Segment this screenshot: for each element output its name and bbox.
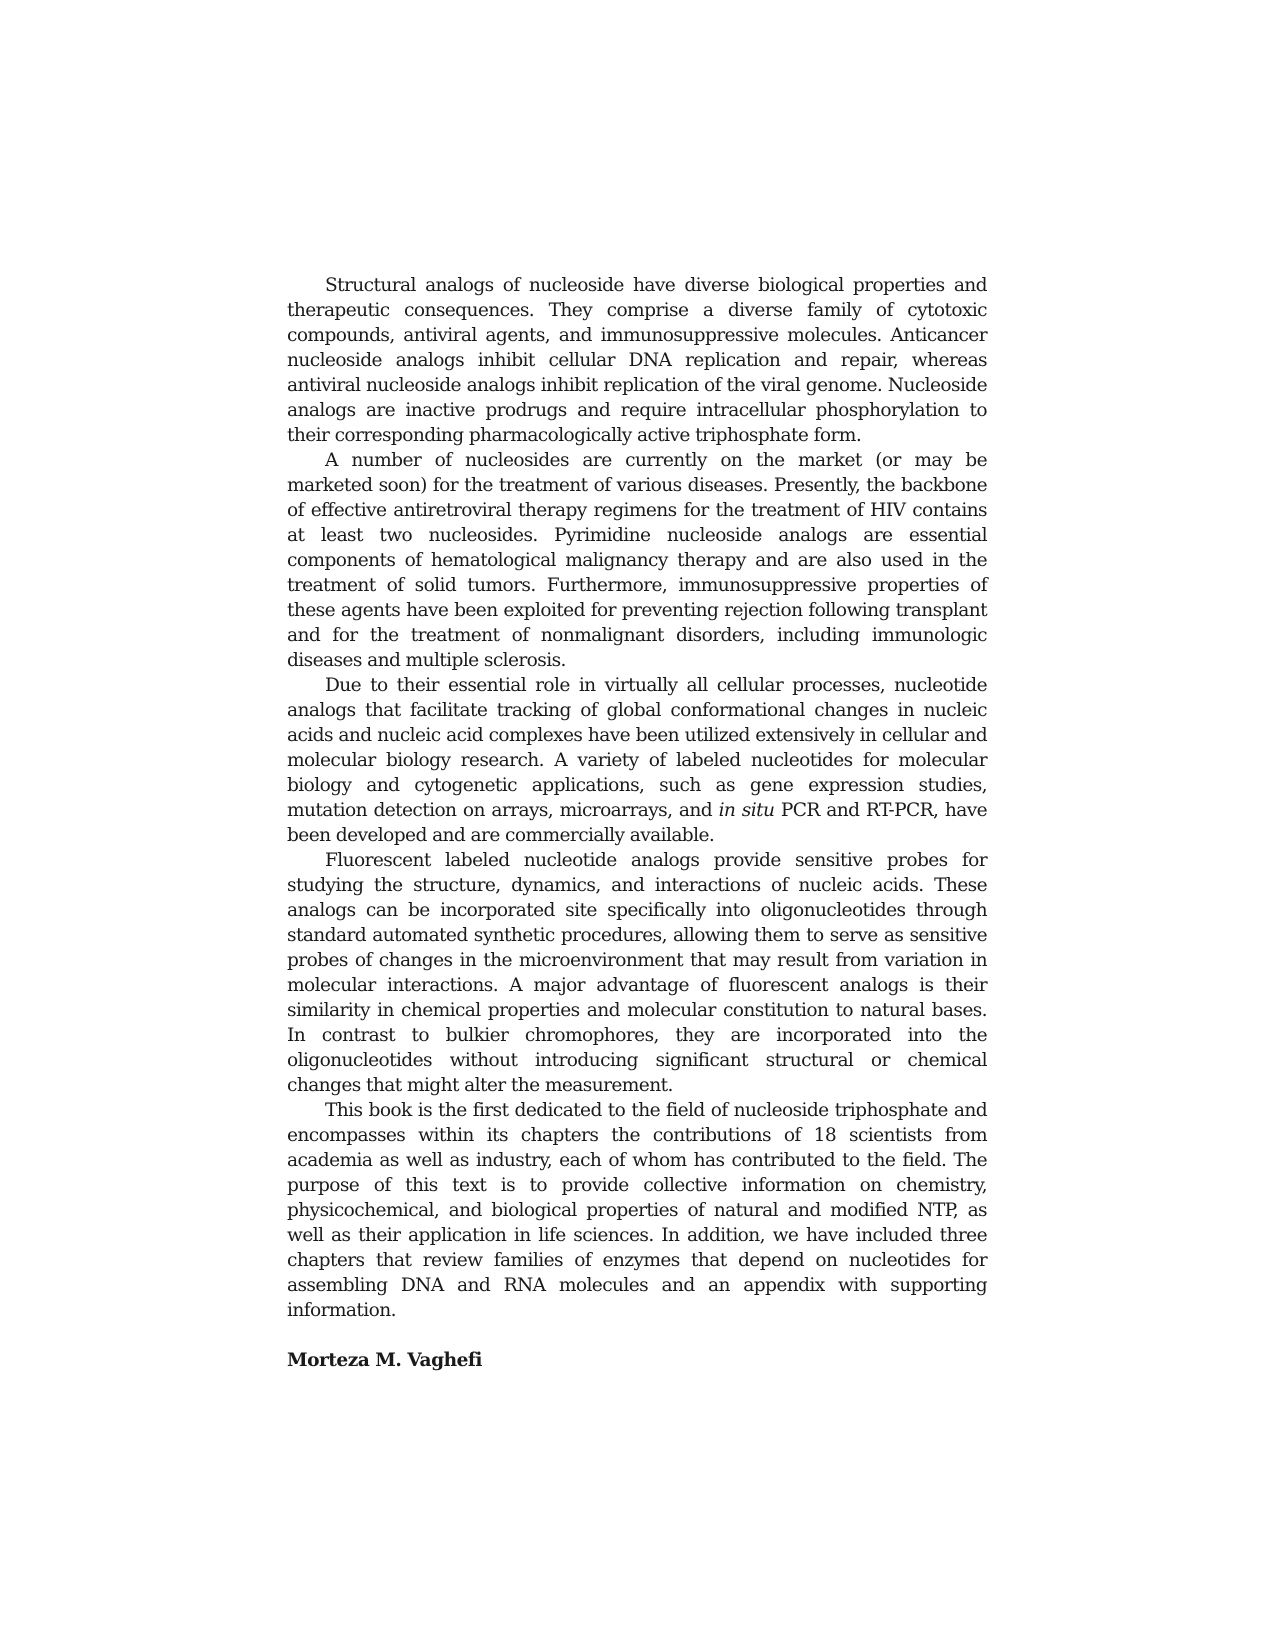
- paragraph-1: Structural analogs of nucleoside have diverse biological properties and therapeutic consequences. They comprise a diverse family of cytotoxic compounds, antiviral agents, and immunosuppressive molecules. Anticancer nucleoside analogs inhibit cellular DNA replication and repair, whereas antiviral nucleoside analogs inhibit replication of the viral genome. Nucleoside analogs are inactive prodrugs and require intracellular phosphorylation to their corresponding pharmacologically active triphosphate form.: [287, 275, 987, 446]
- paragraph-3-text-end: PCR and RT-PCR, have been developed and are commercially available.: [287, 800, 988, 846]
- paragraph-2: A number of nucleosides are currently on the market (or may be marketed soon) for the treatment of various diseases. Presently, the backbone of effective antiretroviral therapy regimens for the treatment of HIV contains at least two nucleosides. Pyrimidine nucleoside analogs are essential components of hematological malignancy therapy and are also used in the treatment of solid tumors. Furthermore, immunosuppressive properties of these agents have been exploited for preventing rejection following transplant and for the treatment of nonmalignant disorders, including immunologic diseases and multiple sclerosis.: [287, 450, 987, 671]
- paragraph-3-text-start: Due to their essential role in virtually all cellular processes, nucleotide analogs that facilitate tracking of global conformational changes in nucleic acids and nucleic acid complexes have been utilized extensively in cellular and molecular biology research. A variety of labeled nucleotides for molecular biology and cytogenetic applications, such as gene expression studies, mutation detection on arrays, microarrays, and: [287, 675, 987, 821]
- paragraph-4: Fluorescent labeled nucleotide analogs provide sensitive probes for studying the structure, dynamics, and interactions of nucleic acids. These analogs can be incorporated site specifically into oligonucleotides through standard automated synthetic procedures, allowing them to serve as sensitive probes of changes in the microenvironment that may result from variation in molecular interactions. A major advantage of fluorescent analogs is their similarity in chemical properties and molecular constitution to natural bases. In contrast to bulkier chromophores, they are incorporated into the oligonucleotides without introducing significant structural or chemical changes that might alter the measurement.: [287, 850, 987, 1096]
- author-signature: Morteza M. Vaghefi: [287, 1350, 482, 1371]
- preface-body: [287, 273, 987, 1323]
- paragraph-3-italic-term: in situ: [718, 800, 775, 821]
- paragraph-5: This book is the first dedicated to the field of nucleoside triphosphate and encompasses within its chapters the contributions of 18 scientists from academia as well as industry, each of whom has contributed to the field. The purpose of this text is to provide collective information on chemistry, physicochemical, and biological properties of natural and modified NTP, as well as their application in life sciences. In addition, we have included three chapters that review families of enzymes that depend on nucleotides for assembling DNA and RNA molecules and an appendix with supporting information.: [287, 1100, 987, 1321]
- paragraph-3: [287, 673, 987, 848]
